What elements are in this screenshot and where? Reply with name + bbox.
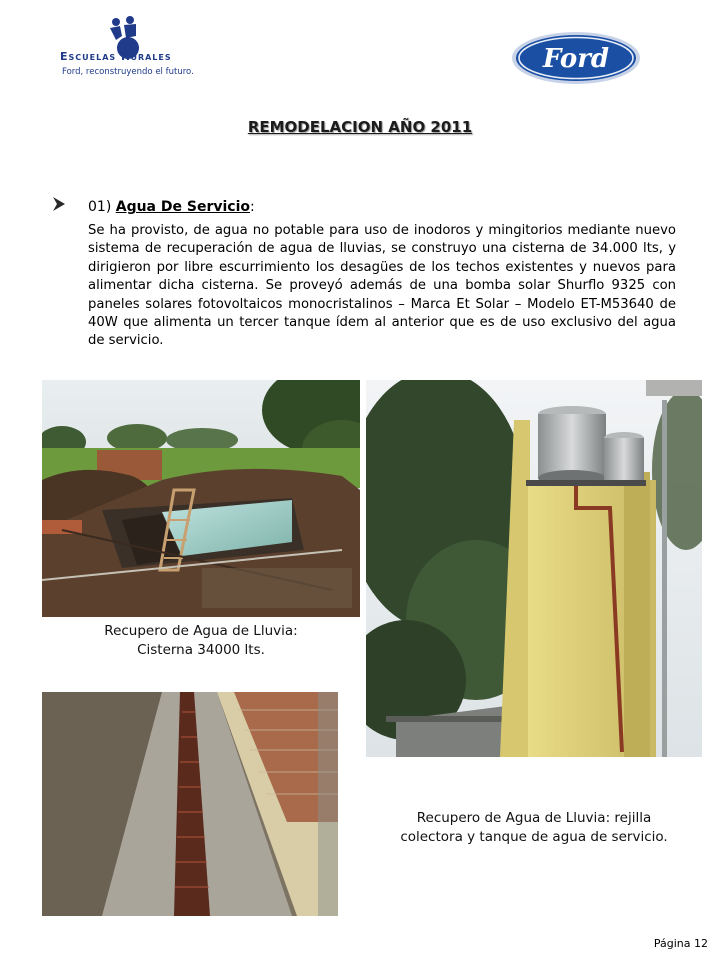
arrow-bullet-icon [52,196,66,212]
section-body: Se ha provisto, de agua no potable para uso de inodoros y mingitorios mediante nuevo sistema de recuperación de agua de lluvias, se construyo una cisterna de 34.000 lts, y dirigieron por libre escurrimiento los desagües de los techos existentes y nuevos para alimentar dicha cisterna. Se proveyó además de una bomba solar Shurflo 9325 con paneles solares fotovoltaicos monocristalinos – Marca Et Solar – Modelo ET-M53640 de 40W que alimenta un tercer tanque ídem al anterior que es de uso exclusivo del agua de servicio. [88,223,676,349]
tank-caption-line1: Recupero de Agua de Lluvia: rejilla [416,810,652,826]
collector-grate-photo [42,692,338,916]
cistern-caption [42,622,360,660]
page-number: Página 12 [653,937,708,950]
section-number: 01) [88,199,112,215]
ford-logo-text: Ford [542,44,610,74]
logo-title: Escuelas Rurales [60,50,172,63]
logo-tagline: Ford, reconstruyendo el futuro. [62,67,194,77]
section-colon: : [250,199,255,215]
ford-logo [510,30,642,86]
section-heading [88,199,255,215]
tank-caption-line2: colectora y tanque de agua de servicio. [400,829,668,845]
cistern-caption-line1: Recupero de Agua de Lluvia: [104,623,298,639]
water-tank-tower-photo [366,380,702,757]
page-title: REMODELACION AÑO 2011 [247,118,473,136]
cistern-caption-line2: Cisterna 34000 lts. [137,642,265,658]
escuelas-rurales-logo [60,16,240,84]
section-title: Agua De Servicio [115,199,250,215]
tank-caption [366,809,702,847]
cistern-photo [42,380,360,617]
